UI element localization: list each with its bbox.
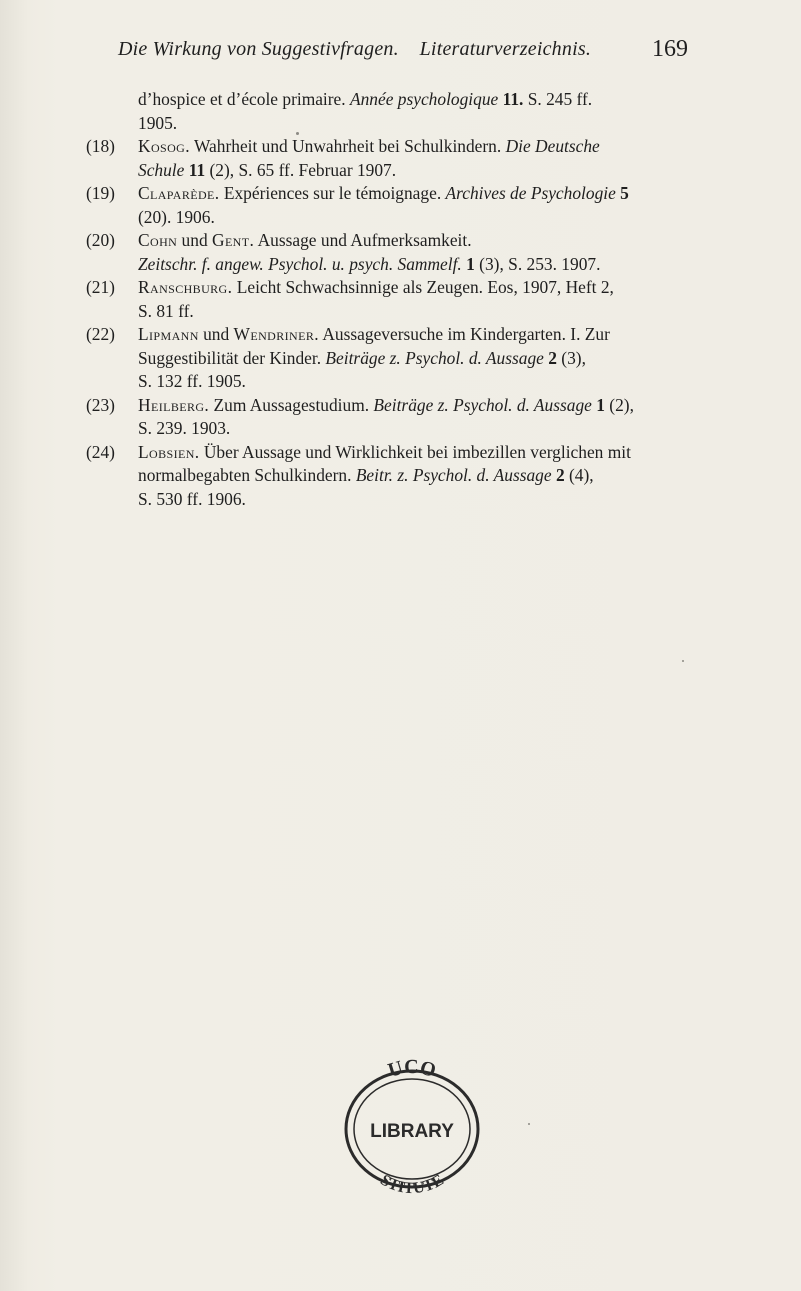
reference-line: normalbegabten Schulkindern. Beitr. z. Psychol. d. Aussage 2 (4), — [138, 465, 594, 485]
paper-speck — [296, 132, 299, 135]
reference-number: (21) — [86, 277, 115, 297]
stamp-top-text: UCO — [385, 1057, 439, 1082]
reference-line: d’hospice et d’école primaire. Année psychologique 11. S. 245 ff. — [138, 89, 593, 109]
reference-line: Claparède. Expériences sur le témoignage. Archives de Psychologie 5 — [138, 183, 629, 203]
reference-line: S. 239. 1903. — [138, 418, 231, 438]
running-title — [118, 38, 591, 61]
reference-author: Cohn — [138, 230, 178, 250]
reference-number: (23) — [86, 394, 115, 415]
reference-line: S. 530 ff. 1906. — [138, 488, 246, 509]
reference-line: (20). 1906. — [138, 206, 215, 227]
reference-list — [86, 88, 696, 511]
reference-author: Lipmann — [138, 324, 199, 344]
reference-line: Zeitschr. f. angew. Psychol. u. psych. Sammelf. 1 (3), S. 253. 1907. — [138, 253, 601, 274]
stamp-bottom-text: STITUTE — [377, 1171, 447, 1197]
reference-line: Lobsien. Über Aussage und Wirklichkeit bei imbezillen verglichen mit — [138, 441, 631, 462]
reference-22 — [86, 323, 696, 394]
reference-author: Gent. — [211, 230, 255, 250]
reference-author: Kosog. — [138, 136, 190, 156]
running-header — [118, 38, 688, 68]
running-title-section: Literaturverzeichnis. — [419, 38, 592, 60]
reference-author: Wendriner. — [233, 324, 319, 344]
reference-line: S. 81 ff. — [138, 300, 194, 321]
reference-author: Ranschburg. — [138, 277, 233, 297]
reference-line: Cohn und Gent. Aussage und Aufmerksamkeit. — [138, 230, 472, 250]
reference-line: Lipmann und Wendriner. Aussageversuche im Kindergarten. I. Zur — [138, 324, 610, 344]
paper-speck — [528, 1123, 530, 1125]
reference-20 — [86, 229, 696, 276]
reference-line: 1905. — [138, 112, 178, 133]
reference-number: (19) — [86, 183, 115, 203]
reference-number: (18) — [86, 136, 115, 156]
reference-number: (20) — [86, 230, 115, 250]
reference-line: Heilberg. Zum Aussagestudium. Beiträge z. Psychol. d. Aussage 1 (2), — [138, 394, 634, 415]
reference-line: S. 132 ff. 1905. — [138, 371, 246, 391]
reference-line: Schule 11 (2), S. 65 ff. Februar 1907. — [138, 159, 397, 180]
reference-18 — [86, 135, 696, 182]
reference-author: Lobsien. — [138, 441, 200, 462]
reference-line: Suggestibilität der Kinder. Beiträge z. Psychol. d. Aussage 2 (3), — [138, 347, 586, 368]
page-number: 169 — [652, 36, 688, 62]
reference-author: Claparède. — [138, 183, 220, 203]
library-stamp — [336, 1057, 488, 1197]
reference-continued — [86, 88, 696, 135]
reference-line: Ranschburg. Leicht Schwachsinnige als Zeugen. Eos, 1907, Heft 2, — [138, 277, 614, 297]
reference-number: (24) — [86, 441, 115, 462]
library-stamp-graphic — [336, 1057, 488, 1197]
reference-21 — [86, 276, 696, 323]
reference-author: Heilberg. — [138, 394, 210, 415]
reference-19 — [86, 182, 696, 229]
paper-speck — [682, 660, 684, 662]
reference-24 — [86, 441, 696, 512]
reference-line: Kosog. Wahrheit und Unwahrheit bei Schulkindern. Die Deutsche — [138, 136, 600, 156]
reference-23 — [86, 394, 696, 441]
stamp-middle-text: LIBRARY — [370, 1121, 454, 1142]
running-title-chapter: Die Wirkung von Suggestivfragen. — [118, 38, 399, 60]
reference-number: (22) — [86, 324, 115, 344]
